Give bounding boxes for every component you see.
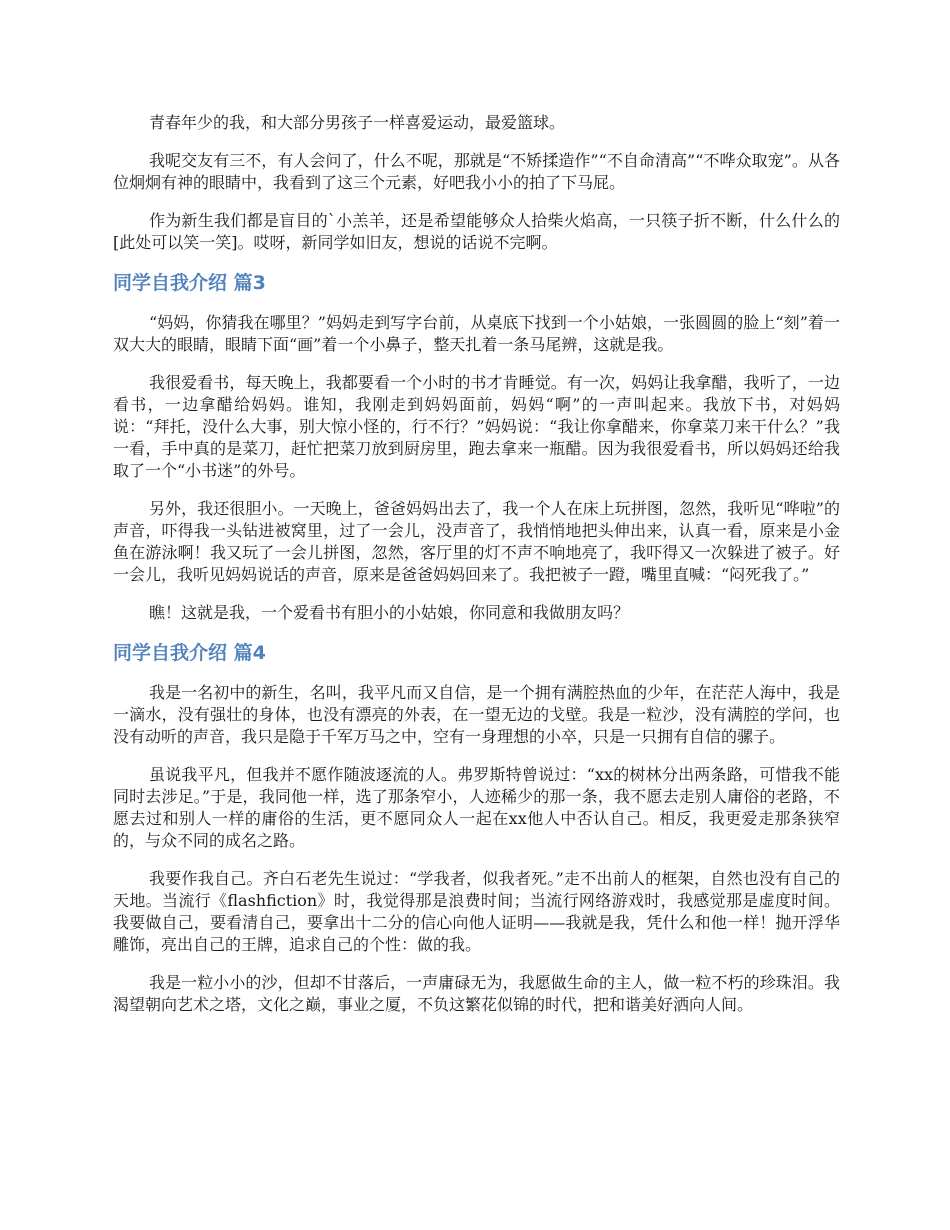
document-page	[113, 112, 840, 1032]
intro-paragraph: 我呢交友有三不，有人会问了，什么不呢，那就是“不矫揉造作”“不自命清高”“不哗众取宠”。从各位炯炯有神的眼睛中，我看到了这三个元素，好吧我小小的拍了下马屁。	[113, 151, 840, 192]
intro-paragraph: 作为新生我们都是盲目的`小羔羊，还是希望能够众人拾柴火焰高，一只筷子折不断，什么什么的[此处可以笑一笑]。哎呀，新同学如旧友，想说的话说不完啊。	[113, 211, 840, 252]
intro-paragraph: 青春年少的我，和大部分男孩子一样喜爱运动，最爱篮球。	[149, 113, 566, 132]
section-4-paragraph: 我要作我自己。齐白石老先生说过：“学我者，似我者死。”走不出前人的框架，自然也没有自己的天地。当流行《flashfiction》时，我觉得那是浪费时间；当流行网络游戏时，我感觉那是虚度时间。我要做自己，要看清自己，要拿出十二分的信心向他人证明——我就是我，凭什么和他一样！抛开浮华雕饰，亮出自己的王牌，追求自己的个性：做的我。	[113, 869, 840, 954]
section-3-paragraph: “妈妈，你猜我在哪里？”妈妈走到写字台前，从桌底下找到一个小姑娘，一张圆圆的脸上“刻”着一双大大的眼睛，眼睛下面“画”着一个小鼻子，整天扎着一条马尾辨，这就是我。	[113, 313, 840, 354]
section-3-paragraph: 另外，我还很胆小。一天晚上，爸爸妈妈出去了，我一个人在床上玩拼图，忽然，我听见“哗啦”的声音，吓得我一头钻进被窝里，过了一会儿，没声音了，我悄悄地把头伸出来，认真一看，原来是小金鱼在游泳啊！我又玩了一会儿拼图，忽然，客厅里的灯不声不响地亮了，我吓得又一次躲进了被子。好一会儿，我听见妈妈说话的声音，原来是爸爸妈妈回来了。我把被子一蹬，嘴里直喊：“闷死我了。”	[113, 499, 840, 584]
section-3-paragraph: 我很爱看书，每天晚上，我都要看一个小时的书才肯睡觉。有一次，妈妈让我拿醋，我听了，一边看书，一边拿醋给妈妈。谁知，我刚走到妈妈面前，妈妈“啊”的一声叫起来。我放下书，对妈妈说：“拜托，没什么大事，别大惊小怪的，行不行？”妈妈说：“我让你拿醋来，你拿菜刀来干什么？”我一看，手中真的是菜刀，赶忙把菜刀放到厨房里，跑去拿来一瓶醋。因为我很爱看书，所以妈妈还给我取了一个“小书迷”的外号。	[113, 373, 840, 480]
section-4-paragraph: 我是一粒小小的沙，但却不甘落后，一声庸碌无为，我愿做生命的主人，做一粒不朽的珍珠泪。我渴望朝向艺术之塔，文化之巅，事业之厦，不负这繁花似锦的时代，把和谐美好洒向人间。	[113, 973, 840, 1014]
section-title-4: 同学自我介绍 篇4	[113, 642, 266, 664]
section-4-paragraph: 我是一名初中的新生，名叫，我平凡而又自信，是一个拥有满腔热血的少年，在茫茫人海中，我是一滴水，没有强壮的身体，也没有漂亮的外表，在一望无边的戈壁。我是一粒沙，没有满腔的学问，也没有动听的声音，我只是隐于千军万马之中，空有一身理想的小卒，只是一只拥有自信的骡子。	[113, 683, 840, 746]
section-3-paragraph: 瞧！这就是我，一个爱看书有胆小的小姑娘，你同意和我做朋友吗？	[149, 603, 630, 622]
section-4-paragraph: 虽说我平凡，但我并不愿作随波逐流的人。弗罗斯特曾说过：“xx的树林分出两条路，可惜我不能同时去涉足。”于是，我同他一样，选了那条窄小，人迹稀少的那一条，我不愿去走别人庸俗的老路，不愿去过和别人一样的庸俗的生活，更不愿同众人一起在xx他人中否认自己。相反，我更爱走那条狭窄的，与众不同的成名之路。	[113, 765, 840, 850]
section-title-3: 同学自我介绍 篇3	[113, 272, 266, 294]
